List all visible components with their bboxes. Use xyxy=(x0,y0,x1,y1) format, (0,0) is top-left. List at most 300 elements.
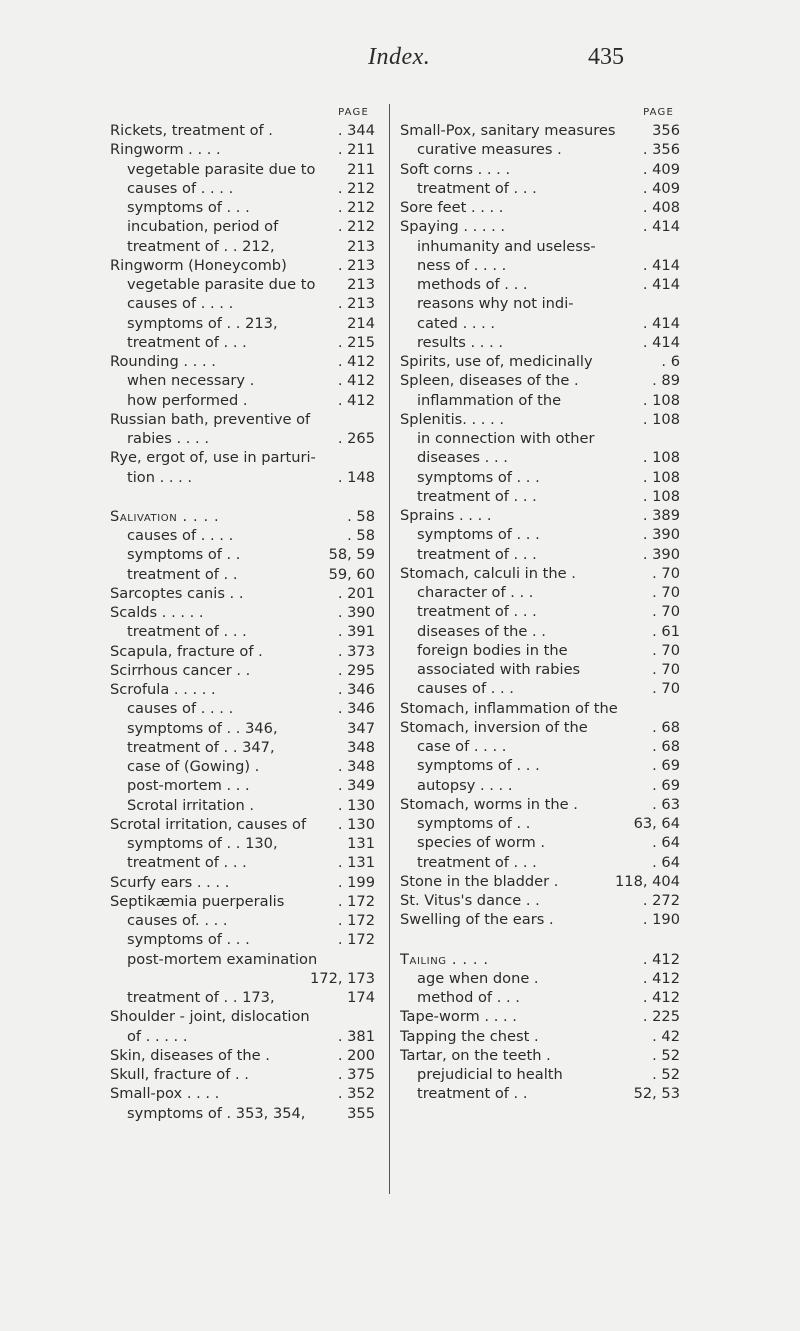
index-entry xyxy=(400,950,680,969)
index-entry xyxy=(110,526,375,545)
index-entry-pages: . 213 xyxy=(337,295,375,313)
index-entry-pages: . 265 xyxy=(337,430,375,447)
index-entry xyxy=(110,988,375,1007)
index-entry-pages: . 373 xyxy=(337,642,375,660)
index-entry-pages: . 215 xyxy=(337,333,375,351)
index-entry-term: results . . . . xyxy=(417,333,504,351)
index-entry xyxy=(110,256,375,275)
index-entry xyxy=(110,217,375,236)
index-entry-pages: . 68 xyxy=(652,718,680,736)
index-entry-pages: . 108 xyxy=(642,487,680,505)
index-entry xyxy=(110,545,375,564)
index-entry xyxy=(110,448,375,467)
index-entry xyxy=(400,756,680,775)
index-entry-pages: . 295 xyxy=(337,661,375,679)
index-entry-pages: . 58 xyxy=(347,507,375,525)
index-entry-term: Scurfy ears . . . . xyxy=(110,873,230,891)
index-entry-pages: . 414 xyxy=(642,256,680,274)
index-entry-term: Soft corns . . . . xyxy=(400,160,511,178)
index-entry-pages: . 356 xyxy=(642,141,680,159)
index-entry-term: Scrofula . . . . . xyxy=(110,681,216,698)
index-entry-pages: . 70 xyxy=(652,641,680,659)
index-entry-pages: . 211 xyxy=(337,141,375,159)
index-entry-term: inflammation of the xyxy=(417,391,562,409)
index-entry xyxy=(110,757,375,776)
index-entry-term: symptoms of . . xyxy=(417,815,531,832)
index-entry xyxy=(110,699,375,718)
index-entry xyxy=(110,911,375,930)
index-entry-pages: . 381 xyxy=(337,1027,375,1045)
index-entry-pages: . 172 xyxy=(337,931,375,949)
index-entry xyxy=(400,853,680,872)
index-entry xyxy=(400,294,680,313)
index-entry-pages: . 172 xyxy=(337,892,375,910)
index-entry xyxy=(110,1065,375,1084)
index-entry xyxy=(110,179,375,198)
index-entry xyxy=(110,661,375,680)
index-entry-term: methods of . . . xyxy=(417,276,528,293)
index-entry xyxy=(400,795,680,814)
index-column-right xyxy=(400,106,680,1104)
index-entry xyxy=(110,121,375,140)
index-entry-term: causes of . . . xyxy=(417,680,514,698)
index-entry xyxy=(400,429,680,448)
index-entry-pages: . 69 xyxy=(652,776,680,794)
index-entry-pages: . 391 xyxy=(337,623,375,641)
index-entry xyxy=(400,198,680,217)
index-entry xyxy=(110,719,375,738)
index-entry-term: treatment of . . . xyxy=(417,179,537,197)
index-entry-term: treatment of . . 347, xyxy=(127,738,275,756)
column-divider xyxy=(389,104,390,1194)
index-entry xyxy=(400,275,680,294)
index-entry-term: Rye, ergot of, use in parturi- xyxy=(110,449,316,467)
index-entry xyxy=(400,179,680,198)
index-entry-term: Sarcoptes canis . . xyxy=(110,584,244,602)
index-entry xyxy=(400,718,680,737)
index-entry xyxy=(400,410,680,429)
index-entry-term: foreign bodies in the xyxy=(417,641,568,659)
index-entry-term: diseases of the . . xyxy=(417,622,546,640)
index-entry-term: St. Vitus's dance . . xyxy=(400,892,540,909)
index-entry-term: vegetable parasite due to xyxy=(127,276,316,293)
index-entry xyxy=(400,487,680,506)
index-entry-pages: . 131 xyxy=(337,854,375,872)
index-entry-term: treatment of . . 173, xyxy=(127,989,275,1006)
index-entry-term: Stomach, inflammation of the xyxy=(400,699,618,717)
index-entry xyxy=(110,950,375,969)
index-entry-pages: . 212 xyxy=(337,179,375,197)
index-entry xyxy=(400,314,680,333)
index-entry-term: Sprains . . . . xyxy=(400,507,492,524)
index-entry xyxy=(400,564,680,583)
index-entry-term: tion . . . . xyxy=(127,468,193,486)
index-entry-pages: . 201 xyxy=(337,584,375,602)
index-entry-term: case of . . . . xyxy=(417,738,507,755)
index-entry-term: symptoms of . . 130, xyxy=(127,835,278,852)
index-entry-pages: . 52 xyxy=(652,1046,680,1064)
index-entry xyxy=(400,140,680,159)
index-entry-pages: . 68 xyxy=(652,738,680,755)
index-entry-pages: 347 xyxy=(347,719,375,737)
index-entry-pages: . 199 xyxy=(337,873,375,891)
index-entry xyxy=(110,507,375,526)
index-entry-term: reasons why not indi- xyxy=(417,295,574,313)
index-entry-pages: . 412 xyxy=(337,372,375,390)
index-entry-term: autopsy . . . . xyxy=(417,776,513,794)
index-column-left xyxy=(110,106,375,1123)
index-entry xyxy=(400,256,680,275)
index-entry-pages: . 409 xyxy=(642,160,680,178)
index-entry-term: Russian bath, preventive of xyxy=(110,410,311,428)
index-entry-term: Rickets, treatment of . xyxy=(110,122,273,139)
index-entry-term: prejudicial to health xyxy=(417,1066,563,1083)
index-entry xyxy=(110,892,375,911)
index-entry xyxy=(110,391,375,410)
index-entry-term: Stomach, calculi in the . xyxy=(400,564,576,582)
index-entry-term: post-mortem . . . xyxy=(127,777,250,795)
index-entry-term: Spaying . . . . . xyxy=(400,218,506,236)
index-entry xyxy=(110,140,375,159)
index-entry xyxy=(110,429,375,448)
index-entry xyxy=(110,1007,375,1026)
index-entry-term: method of . . . xyxy=(417,989,520,1006)
index-entry-term: Small-Pox, sanitary measures xyxy=(400,122,616,139)
index-entry-term: Sore feet . . . . xyxy=(400,199,504,216)
index-entry-term: incubation, period of xyxy=(127,218,279,236)
index-entry-pages: 59, 60 xyxy=(328,565,375,583)
index-entry xyxy=(400,679,680,698)
column-page-heading: PAGE xyxy=(338,107,369,118)
index-entry-term: cated . . . . xyxy=(417,314,496,332)
index-entry-pages: . 409 xyxy=(642,179,680,197)
index-entry-term: age when done . xyxy=(417,969,539,987)
index-entry xyxy=(110,565,375,584)
index-entry-term: causes of. . . . xyxy=(127,912,228,929)
index-entry-pages: . 69 xyxy=(652,757,680,775)
index-entry-term: symptoms of . . xyxy=(127,546,241,564)
index-entry xyxy=(400,602,680,621)
index-entry-term: symptoms of . 353, 354, xyxy=(127,1104,306,1122)
index-entry-pages: . 148 xyxy=(337,468,375,486)
index-entry xyxy=(110,371,375,390)
index-entry xyxy=(110,1104,375,1123)
index-entry xyxy=(400,969,680,988)
index-entry xyxy=(110,738,375,757)
index-entry-pages: . 414 xyxy=(642,314,680,332)
index-entry-pages: . 346 xyxy=(337,700,375,718)
index-entry-pages: . 348 xyxy=(337,758,375,775)
index-entry xyxy=(110,294,375,313)
index-entry xyxy=(400,121,680,140)
index-entry-term: Septikæmia puerperalis xyxy=(110,892,285,910)
index-entry-term: Shoulder - joint, dislocation xyxy=(110,1008,310,1026)
index-entry-term: symptoms of . . . xyxy=(127,199,250,216)
index-entry-term: treatment of . . . xyxy=(417,487,537,505)
index-entry-pages: . 70 xyxy=(652,661,680,678)
index-entry-pages: . 272 xyxy=(642,892,680,909)
index-entry xyxy=(400,833,680,852)
index-entry-pages: 52, 53 xyxy=(633,1085,680,1103)
index-entry-term: Scalds . . . . . xyxy=(110,604,204,621)
index-entry xyxy=(110,352,375,371)
index-entry-term: Skull, fracture of . . xyxy=(110,1066,249,1083)
index-entry xyxy=(400,910,680,929)
index-entry-term: Skin, diseases of the . xyxy=(110,1046,270,1064)
index-entry-pages: . 414 xyxy=(642,218,680,236)
index-entry-pages: 356 xyxy=(652,122,680,139)
index-entry xyxy=(110,1046,375,1065)
index-entry xyxy=(400,1046,680,1065)
index-entry-pages: . 108 xyxy=(642,410,680,428)
index-entry xyxy=(400,988,680,1007)
index-entry-pages: . 390 xyxy=(337,604,375,621)
index-entry-pages: . 212 xyxy=(337,218,375,236)
index-entry-term: Tapping the chest . xyxy=(400,1027,539,1045)
index-entry-pages: . 344 xyxy=(337,122,375,139)
index-entry-term: treatment of . . xyxy=(417,1085,528,1103)
index-entry-term: Stomach, worms in the . xyxy=(400,795,578,813)
index-entry-term: symptoms of . . . xyxy=(417,526,540,544)
index-entry-pages: . 414 xyxy=(642,276,680,293)
index-entry-term: ness of . . . . xyxy=(417,256,507,274)
index-entry xyxy=(400,699,680,718)
index-entry-pages: . 70 xyxy=(652,584,680,601)
index-entry-term: Stone in the bladder . xyxy=(400,872,559,890)
index-entry-term: vegetable parasite due to xyxy=(127,160,316,178)
index-entry-pages: . 412 xyxy=(337,391,375,409)
index-entry xyxy=(400,622,680,641)
index-entry-term: Ringworm (Honeycomb) xyxy=(110,256,287,274)
index-entry xyxy=(400,506,680,525)
index-entry xyxy=(110,834,375,853)
index-entry-pages: 214 xyxy=(347,314,375,332)
index-entry-pages: . 108 xyxy=(642,468,680,486)
index-entry xyxy=(110,776,375,795)
index-entry-pages: . 346 xyxy=(337,681,375,698)
index-entry xyxy=(400,371,680,390)
index-entry-term: causes of . . . . xyxy=(127,527,234,544)
index-entry-term: diseases . . . xyxy=(417,449,508,467)
index-entry-term: Scrotal irritation . xyxy=(127,796,255,814)
index-entry-term: Splenitis. . . . . xyxy=(400,410,504,428)
index-entry xyxy=(400,1084,680,1103)
index-entry-term: Tailing . . . . xyxy=(400,950,489,968)
index-entry-pages: 213 xyxy=(347,276,375,293)
index-entry-term: associated with rabies xyxy=(417,661,581,678)
index-entry-pages: . 352 xyxy=(337,1085,375,1103)
index-entry xyxy=(110,853,375,872)
index-entry-pages: . 89 xyxy=(652,372,680,390)
index-entry-pages: . 42 xyxy=(652,1027,680,1045)
index-entry-term: of . . . . . xyxy=(127,1027,188,1045)
index-entry-term: inhumanity and useless- xyxy=(417,237,596,255)
index-entry-pages: . 190 xyxy=(642,911,680,929)
index-entry-pages: . 61 xyxy=(652,622,680,640)
index-entry xyxy=(110,873,375,892)
index-entry-pages: . 108 xyxy=(642,391,680,409)
index-entry-pages: 118, 404 xyxy=(615,872,680,890)
index-entry-pages: . 412 xyxy=(337,353,375,370)
index-entry-pages: . 412 xyxy=(642,950,680,968)
index-entry xyxy=(400,448,680,467)
index-entry xyxy=(110,1027,375,1046)
index-entry-pages: . 212 xyxy=(337,199,375,216)
index-entry-pages: . 6 xyxy=(661,353,680,370)
index-entry-pages: . 70 xyxy=(652,603,680,621)
index-entry-term: post-mortem examination xyxy=(127,950,318,968)
index-entry-pages: 174 xyxy=(347,989,375,1006)
index-entry-term: character of . . . xyxy=(417,584,534,601)
index-entry-pages: 213 xyxy=(347,237,375,255)
index-entry xyxy=(110,603,375,622)
index-entry xyxy=(110,275,375,294)
index-entry-pages: . 172 xyxy=(337,912,375,929)
index-entry-pages: 355 xyxy=(347,1104,375,1122)
index-entry-term: treatment of . . . xyxy=(417,545,537,563)
index-entry-pages: . 408 xyxy=(642,199,680,216)
index-entry-pages: . 108 xyxy=(642,449,680,467)
index-entry xyxy=(110,160,375,179)
index-entry-term: Stomach, inversion of the xyxy=(400,718,588,736)
index-entry-term: Small-pox . . . . xyxy=(110,1085,220,1103)
index-entry xyxy=(110,622,375,641)
index-entry xyxy=(110,796,375,815)
page-number: 435 xyxy=(588,44,624,70)
index-entry-term: how performed . xyxy=(127,391,248,409)
index-entry-pages: . 375 xyxy=(337,1066,375,1083)
index-entry-term: Ringworm . . . . xyxy=(110,141,221,159)
index-entry xyxy=(400,776,680,795)
index-entry-pages: . 225 xyxy=(642,1008,680,1026)
index-entry xyxy=(110,468,375,487)
index-entry xyxy=(400,333,680,352)
index-entry xyxy=(400,545,680,564)
index-entry-term: treatment of . . . xyxy=(127,623,247,641)
index-entry-pages: . 390 xyxy=(642,545,680,563)
index-entry-term: treatment of . . . xyxy=(127,854,247,872)
index-entry-term: Tape-worm . . . . xyxy=(400,1008,517,1026)
index-entry-pages: 211 xyxy=(347,160,375,178)
index-entry-pages: . 200 xyxy=(337,1046,375,1064)
running-title: Index. xyxy=(368,44,431,70)
index-entry-pages: 131 xyxy=(347,835,375,852)
index-entry xyxy=(110,237,375,256)
index-entry-term: Tartar, on the teeth . xyxy=(400,1046,551,1064)
index-entry-pages: . 412 xyxy=(642,989,680,1006)
index-entry-term: Swelling of the ears . xyxy=(400,911,554,929)
index-entry-term: treatment of . . . xyxy=(417,603,537,621)
index-entry-term: causes of . . . . xyxy=(127,295,234,313)
index-entry-term: rabies . . . . xyxy=(127,430,209,447)
index-entry-term: treatment of . . . xyxy=(127,333,247,351)
index-entry xyxy=(110,198,375,217)
index-entry-pages: . 349 xyxy=(337,777,375,795)
index-entry-pages: 172, 173 xyxy=(310,969,375,987)
index-entry xyxy=(400,217,680,236)
index-entry-term: Rounding . . . . xyxy=(110,353,216,370)
index-entry xyxy=(110,680,375,699)
index-entry-term: Scirrhous cancer . . xyxy=(110,661,251,679)
index-entry-pages: 58, 59 xyxy=(328,546,375,564)
column-page-heading: PAGE xyxy=(643,107,674,118)
index-entry xyxy=(400,891,680,910)
index-entry xyxy=(110,314,375,333)
index-entry-pages: . 414 xyxy=(642,333,680,351)
index-entry-term: Spirits, use of, medicinally xyxy=(400,353,593,370)
page-header xyxy=(0,44,800,80)
index-entry-term: treatment of . . . xyxy=(417,853,537,871)
index-entry-pages: . 52 xyxy=(652,1066,680,1083)
index-entry xyxy=(110,1084,375,1103)
index-entry-pages: 63, 64 xyxy=(633,815,680,832)
index-entry xyxy=(400,814,680,833)
index-entry-term: symptoms of . . . xyxy=(417,468,540,486)
index-entry-term: Scrotal irritation, causes of xyxy=(110,815,307,833)
index-entry-term: treatment of . . 212, xyxy=(127,237,275,255)
index-entry-term: symptoms of . . . xyxy=(127,931,250,949)
index-entry-pages: . 412 xyxy=(642,969,680,987)
index-entry-pages: . 64 xyxy=(652,834,680,852)
index-entry xyxy=(400,872,680,891)
index-entry xyxy=(400,641,680,660)
index-entry xyxy=(400,737,680,756)
index-entry xyxy=(110,642,375,661)
index-entry-term: case of (Gowing) . xyxy=(127,758,260,775)
index-entry-pages: . 130 xyxy=(337,796,375,814)
index-entry xyxy=(110,969,375,988)
index-entry-term: Scapula, fracture of . xyxy=(110,642,263,660)
index-entry-term: species of worm . xyxy=(417,834,545,852)
index-entry xyxy=(400,468,680,487)
index-entry-pages: . 64 xyxy=(652,853,680,871)
index-entry-term: symptoms of . . 213, xyxy=(127,314,278,332)
index-entry xyxy=(400,1027,680,1046)
index-entry-term: when necessary . xyxy=(127,372,255,390)
index-entry-term: treatment of . . xyxy=(127,565,238,583)
index-entry-pages: . 70 xyxy=(652,680,680,698)
index-entry xyxy=(400,160,680,179)
index-entry xyxy=(400,583,680,602)
index-entry xyxy=(400,352,680,371)
index-entry xyxy=(400,391,680,410)
index-entry xyxy=(400,1007,680,1026)
index-entry xyxy=(400,1065,680,1084)
index-entry xyxy=(400,237,680,256)
index-entry-term: causes of . . . . xyxy=(127,700,234,718)
index-entry xyxy=(110,584,375,603)
index-entry-pages: 348 xyxy=(347,738,375,756)
index-entry-term: symptoms of . . . xyxy=(417,757,540,775)
index-entry xyxy=(110,815,375,834)
index-entry xyxy=(110,333,375,352)
index-entry-term: in connection with other xyxy=(417,430,595,447)
index-entry-pages: . 389 xyxy=(642,507,680,524)
index-entry-pages: . 70 xyxy=(652,564,680,582)
index-entry-pages: . 63 xyxy=(652,795,680,813)
index-entry-term: symptoms of . . 346, xyxy=(127,719,278,737)
index-entry xyxy=(110,930,375,949)
index-entry-pages: . 58 xyxy=(347,527,375,544)
index-entry xyxy=(400,525,680,544)
index-entry-pages: . 390 xyxy=(642,526,680,544)
index-entry xyxy=(110,410,375,429)
index-entry xyxy=(400,660,680,679)
index-entry-term: causes of . . . . xyxy=(127,179,234,197)
index-entry-pages: . 130 xyxy=(337,815,375,833)
index-entry-term: Spleen, diseases of the . xyxy=(400,372,579,390)
index-entry-term: Salivation . . . . xyxy=(110,507,220,525)
